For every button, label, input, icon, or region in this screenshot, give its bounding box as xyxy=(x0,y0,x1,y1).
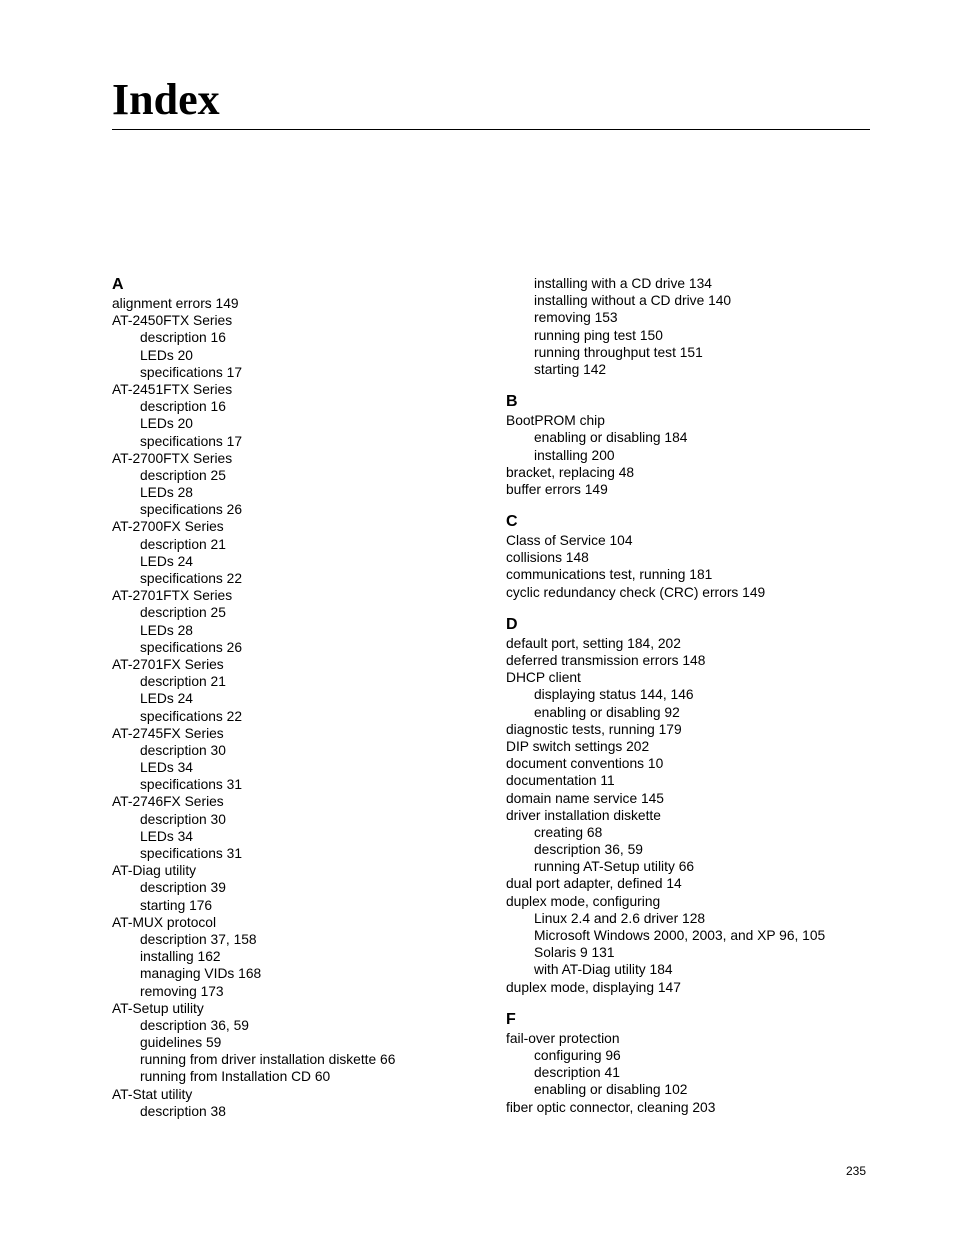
index-section xyxy=(506,1010,906,1116)
index-entry: collisions 148 xyxy=(506,550,589,566)
index-subentry: configuring 96 xyxy=(534,1047,621,1063)
index-subentry: specifications 26 xyxy=(140,502,243,518)
index-subentry: description 16 xyxy=(140,330,226,346)
index-subentry: running throughput test 151 xyxy=(534,344,703,360)
index-subentry: specifications 31 xyxy=(140,777,243,793)
index-subentry: removing 173 xyxy=(140,983,224,999)
index-entry: deferred transmission errors 148 xyxy=(506,653,706,668)
index-subentry: LEDs 28 xyxy=(140,622,193,638)
index-subentry: LEDs 20 xyxy=(140,416,193,432)
index-subentry: starting 176 xyxy=(140,897,213,913)
index-entry: cyclic redundancy check (CRC) errors 149 xyxy=(506,584,766,600)
index-subentry: specifications 17 xyxy=(140,433,243,449)
index-subentry: installing with a CD drive 134 xyxy=(534,276,712,291)
index-entry: dual port adapter, defined 14 xyxy=(506,876,682,892)
index-subentry: managing VIDs 168 xyxy=(140,966,262,982)
index-entry: DHCP client xyxy=(506,670,581,686)
section-letter: D xyxy=(506,615,518,633)
index-subentry: description 30 xyxy=(140,742,226,758)
index-entry: communications test, running 181 xyxy=(506,567,713,583)
index-section xyxy=(506,392,906,498)
section-letter: A xyxy=(112,276,124,293)
index-entry: BootPROM chip xyxy=(506,413,605,429)
index-subentry: LEDs 34 xyxy=(140,828,193,844)
index-section xyxy=(506,615,906,996)
section-letter: C xyxy=(506,513,518,531)
index-subentry: installing without a CD drive 140 xyxy=(534,293,732,309)
index-entry: AT-2701FX Series xyxy=(112,656,224,672)
index-subentry: enabling or disabling 92 xyxy=(534,704,680,720)
index-entry: documentation 11 xyxy=(506,773,615,789)
index-subentry: LEDs 24 xyxy=(140,553,193,569)
index-entry: duplex mode, displaying 147 xyxy=(506,979,681,995)
index-entry: document conventions 10 xyxy=(506,756,664,772)
index-entry: AT-Diag utility xyxy=(112,863,197,879)
index-entry: DIP switch settings 202 xyxy=(506,738,650,754)
index-entry: buffer errors 149 xyxy=(506,481,608,497)
index-subentry: creating 68 xyxy=(534,824,603,840)
index-subentry: Solaris 9 131 xyxy=(534,945,615,961)
index-subentry: enabling or disabling 102 xyxy=(534,1082,688,1098)
page-number: 235 xyxy=(846,1164,867,1178)
index-subentry: description 39 xyxy=(140,880,226,896)
index-entry: driver installation diskette xyxy=(506,807,661,823)
index-column-right xyxy=(506,275,906,1130)
title-rule xyxy=(112,129,870,130)
index-entry: AT-2451FTX Series xyxy=(112,381,233,397)
index-subentry: description 30 xyxy=(140,811,226,827)
index-subentry: specifications 22 xyxy=(140,708,243,724)
page-title: Index xyxy=(112,75,220,124)
index-subentry: description 38 xyxy=(140,1103,226,1119)
index-subentry: LEDs 28 xyxy=(140,485,193,501)
index-subentry: specifications 17 xyxy=(140,364,243,380)
index-subentry: LEDs 20 xyxy=(140,347,193,363)
index-column-left xyxy=(112,275,512,1134)
index-subentry: specifications 22 xyxy=(140,571,243,586)
index-subentry: specifications 31 xyxy=(140,846,243,861)
index-subentry: installing 200 xyxy=(534,447,615,463)
index-subentry: displaying status 144, 146 xyxy=(534,687,694,703)
index-entry: fiber optic connector, cleaning 203 xyxy=(506,1099,716,1115)
index-subentry: removing 153 xyxy=(534,310,618,326)
index-subentry: running ping test 150 xyxy=(534,327,663,343)
index-section xyxy=(506,512,906,601)
index-subentry: specifications 26 xyxy=(140,639,243,655)
index-entry: AT-2700FTX Series xyxy=(112,450,233,466)
index-entry: AT-MUX protocol xyxy=(112,914,217,930)
index-entry: alignment errors 149 xyxy=(112,296,239,311)
index-entry: AT-Stat utility xyxy=(112,1086,193,1102)
index-subentry: installing 162 xyxy=(140,949,221,965)
index-subentry: Linux 2.4 and 2.6 driver 128 xyxy=(534,910,706,926)
section-letter: F xyxy=(506,1010,516,1028)
index-subentry: description 16 xyxy=(140,399,226,415)
index-subentry: description 36, 59 xyxy=(534,842,643,858)
index-subentry: running from driver installation diskette 66 xyxy=(140,1052,396,1068)
index-subentry: description 21 xyxy=(140,674,226,690)
index-entry: AT-Setup utility xyxy=(112,1000,204,1016)
index-entry: bracket, replacing 48 xyxy=(506,464,635,480)
index-subentry: LEDs 34 xyxy=(140,760,193,776)
index-entry: default port, setting 184, 202 xyxy=(506,635,681,651)
index-entry: domain name service 145 xyxy=(506,790,664,806)
index-subentry: description 21 xyxy=(140,536,226,552)
index-entry: AT-2700FX Series xyxy=(112,519,224,535)
index-subentry: description 37, 158 xyxy=(140,931,257,947)
index-subentry: enabling or disabling 184 xyxy=(534,430,688,446)
index-subentry: description 25 xyxy=(140,467,226,483)
index-entry: fail-over protection xyxy=(506,1030,620,1046)
index-entry: AT-2745FX Series xyxy=(112,725,224,741)
index-subentry: Microsoft Windows 2000, 2003, and XP 96, 105 xyxy=(534,928,826,943)
index-entry: AT-2450FTX Series xyxy=(112,313,233,329)
index-subentry: guidelines 59 xyxy=(140,1035,222,1051)
index-section xyxy=(112,275,512,1120)
index-subentry: with AT-Diag utility 184 xyxy=(534,962,673,978)
index-subentry: description 36, 59 xyxy=(140,1017,249,1033)
index-subentry: description 25 xyxy=(140,605,226,621)
index-entry: duplex mode, configuring xyxy=(506,893,661,909)
index-subentry: description 41 xyxy=(534,1065,620,1081)
section-letter: B xyxy=(506,393,518,411)
index-subentry: running from Installation CD 60 xyxy=(140,1069,331,1085)
index-section xyxy=(506,275,906,378)
index-subentry: running AT-Setup utility 66 xyxy=(534,859,695,875)
index-entry: AT-2701FTX Series xyxy=(112,588,233,604)
index-entry: Class of Service 104 xyxy=(506,533,633,549)
index-subentry: starting 142 xyxy=(534,361,607,377)
index-entry: diagnostic tests, running 179 xyxy=(506,721,682,737)
index-entry: AT-2746FX Series xyxy=(112,794,224,810)
index-subentry: LEDs 24 xyxy=(140,691,193,707)
